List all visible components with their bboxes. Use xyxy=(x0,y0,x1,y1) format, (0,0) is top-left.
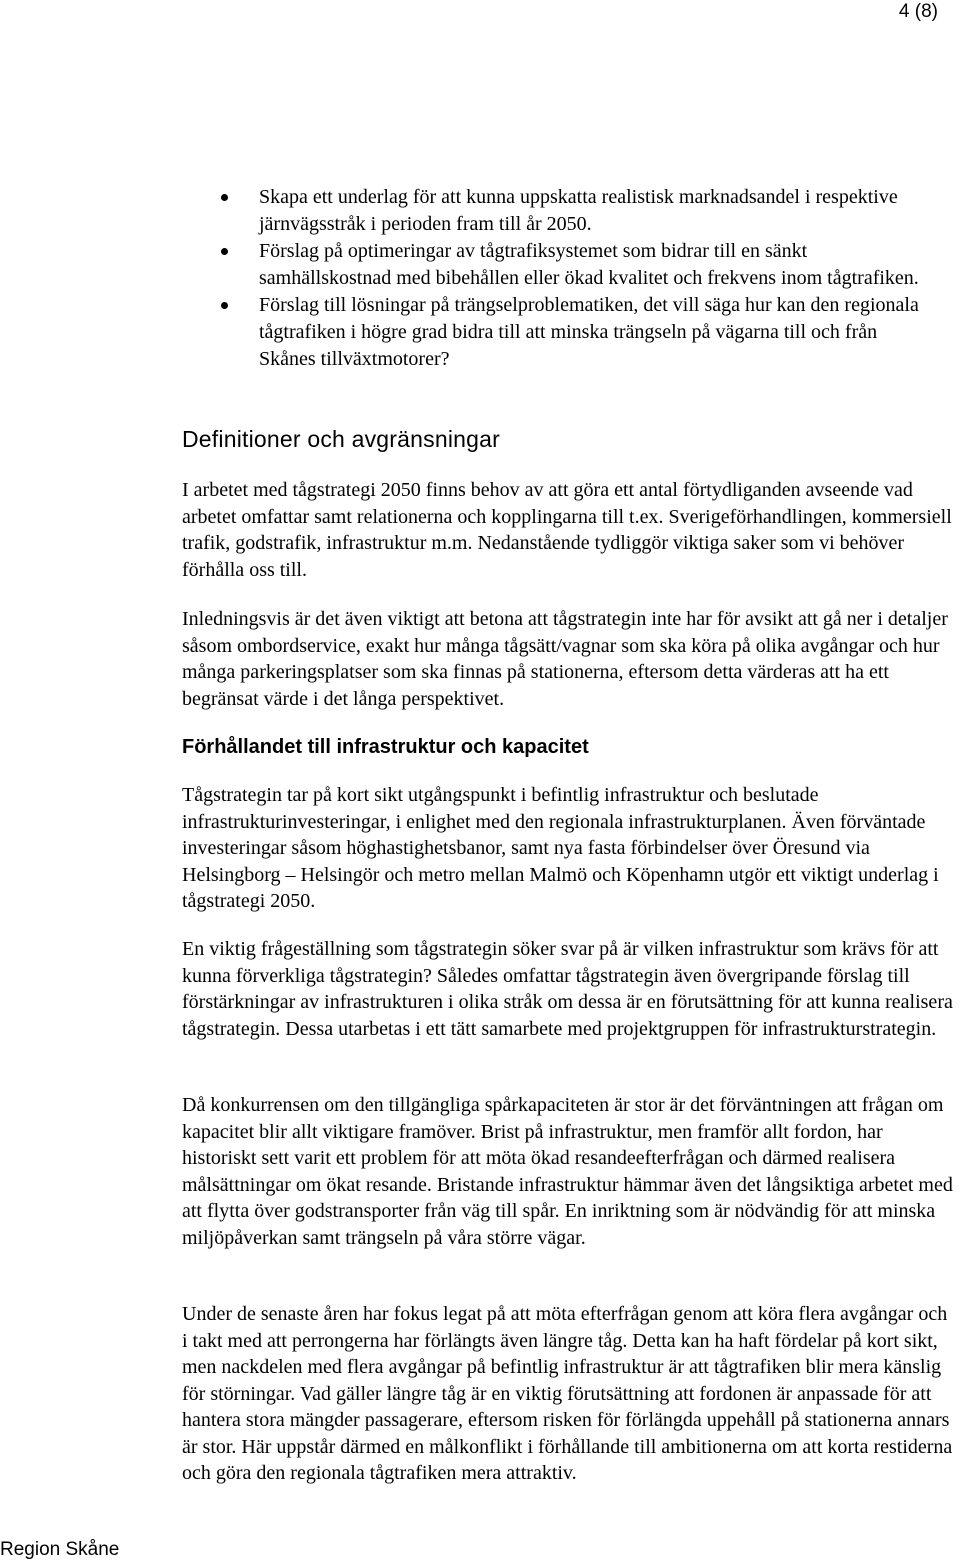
paragraph xyxy=(182,606,957,712)
bullet-list xyxy=(0,184,960,373)
bullet-icon xyxy=(221,248,228,255)
paragraph xyxy=(182,782,957,915)
list-item xyxy=(0,292,960,373)
paragraph-text: Tågstrategin tar på kort sikt utgångspunkt i befintlig infrastruktur och beslutade infrastrukturinvesteringar, i enlighet med den regionala infrastrukturplanen. Även förväntade investeringar såsom höghastighetsbanor, samt nya fasta förbindelser över Öresund via Helsingborg – Helsingör och metro mellan Malmö och Köpenhamn utgör ett viktigt underlag i tågstrategi 2050. xyxy=(182,784,939,912)
paragraph-text: Då konkurrensen om den tillgängliga spårkapaciteten är stor är det förväntningen att frågan om kapacitet blir allt viktigare framöver. Brist på infrastruktur, men framför allt fordon, har historiskt sett varit ett problem för att möta ökad resandeefterfrågan och därmed realisera målsättningar om ökat resande. Bristande infrastruktur hämmar även det långsiktiga arbetet med att flytta över godstransporter från väg till spår. En inriktning som är nödvändig för att minska miljöpåverkan samt trängseln på våra större vägar. xyxy=(182,1094,953,1249)
list-item-text: Förslag på optimeringar av tågtrafiksystemet som bidrar till en sänkt samhällskostnad med bibehållen eller ökad kvalitet och frekvens inom tågtrafiken. xyxy=(259,240,919,289)
paragraph-text: I arbetet med tågstrategi 2050 finns behov av att göra ett antal förtydliganden avseende vad arbetet omfattar samt relationerna och kopplingarna till t.ex. Sverigeförhandlingen, kommersiell trafik, godstrafik, infrastruktur m.m. Nedanstående tydliggör viktiga saker som vi behöver förhålla oss till. xyxy=(182,479,952,581)
paragraph xyxy=(182,1301,957,1487)
section-heading-definitions: Definitioner och avgränsningar xyxy=(182,426,500,452)
paragraph-text: Inledningsvis är det även viktigt att betona att tågstrategin inte har för avsikt att gå ner i detaljer såsom ombordservice, exakt hur många tågsätt/vagnar som ska köra på olika avgångar och hur många parkeringsplatser som ska finnas på stationerna, eftersom detta värderas att ha ett begränsat värde i det långa perspektivet. xyxy=(182,608,948,710)
paragraph-text: Under de senaste åren har fokus legat på att möta efterfrågan genom att köra flera avgångar och i takt med att perrongerna har förlängts även längre tåg. Detta kan ha haft fördelar på kort sikt, men nackdelen med flera avgångar på befintlig infrastruktur är att tågtrafiken blir mera känslig för störningar. Vad gäller längre tåg är en viktig förutsättning att fordonen är anpassade för att hantera stora mängder passagerare, eftersom risken för förlängda uppehåll på stationerna annars är stor. Här uppstår därmed en målkonflikt i förhållande till ambitionerna om att korta restiderna och göra den regionala tågtrafiken mera attraktiv. xyxy=(182,1303,953,1484)
list-item-text: Förslag till lösningar på trängselproblematiken, det vill säga hur kan den regionala tågtrafiken i högre grad bidra till att minska trängseln på vägarna till och från Skånes tillväxtmotorer? xyxy=(259,294,919,370)
section-heading-infrastructure: Förhållandet till infrastruktur och kapacitet xyxy=(182,736,589,758)
paragraph xyxy=(182,1092,957,1251)
paragraph xyxy=(182,936,957,1042)
page-number: 4 (8) xyxy=(898,1,938,22)
list-item-text: Skapa ett underlag för att kunna uppskatta realistisk marknadsandel i respektive järnvägsstråk i perioden fram till år 2050. xyxy=(259,186,898,235)
list-item xyxy=(0,238,960,292)
list-item xyxy=(0,184,960,238)
bullet-icon xyxy=(221,302,228,309)
paragraph-text: En viktig frågeställning som tågstrategin söker svar på är vilken infrastruktur som krävs för att kunna förverkliga tågstrategin? Således omfattar tågstrategin även övergripande förslag till förstärkningar av infrastrukturen i olika stråk om dessa är en förutsättning för att kunna realisera tågstrategin. Dessa utarbetas i ett tätt samarbete med projektgruppen för infrastrukturstrategin. xyxy=(182,938,953,1040)
bullet-icon xyxy=(221,194,228,201)
paragraph xyxy=(182,477,957,583)
footer-org-name: Region Skåne xyxy=(0,1539,120,1560)
